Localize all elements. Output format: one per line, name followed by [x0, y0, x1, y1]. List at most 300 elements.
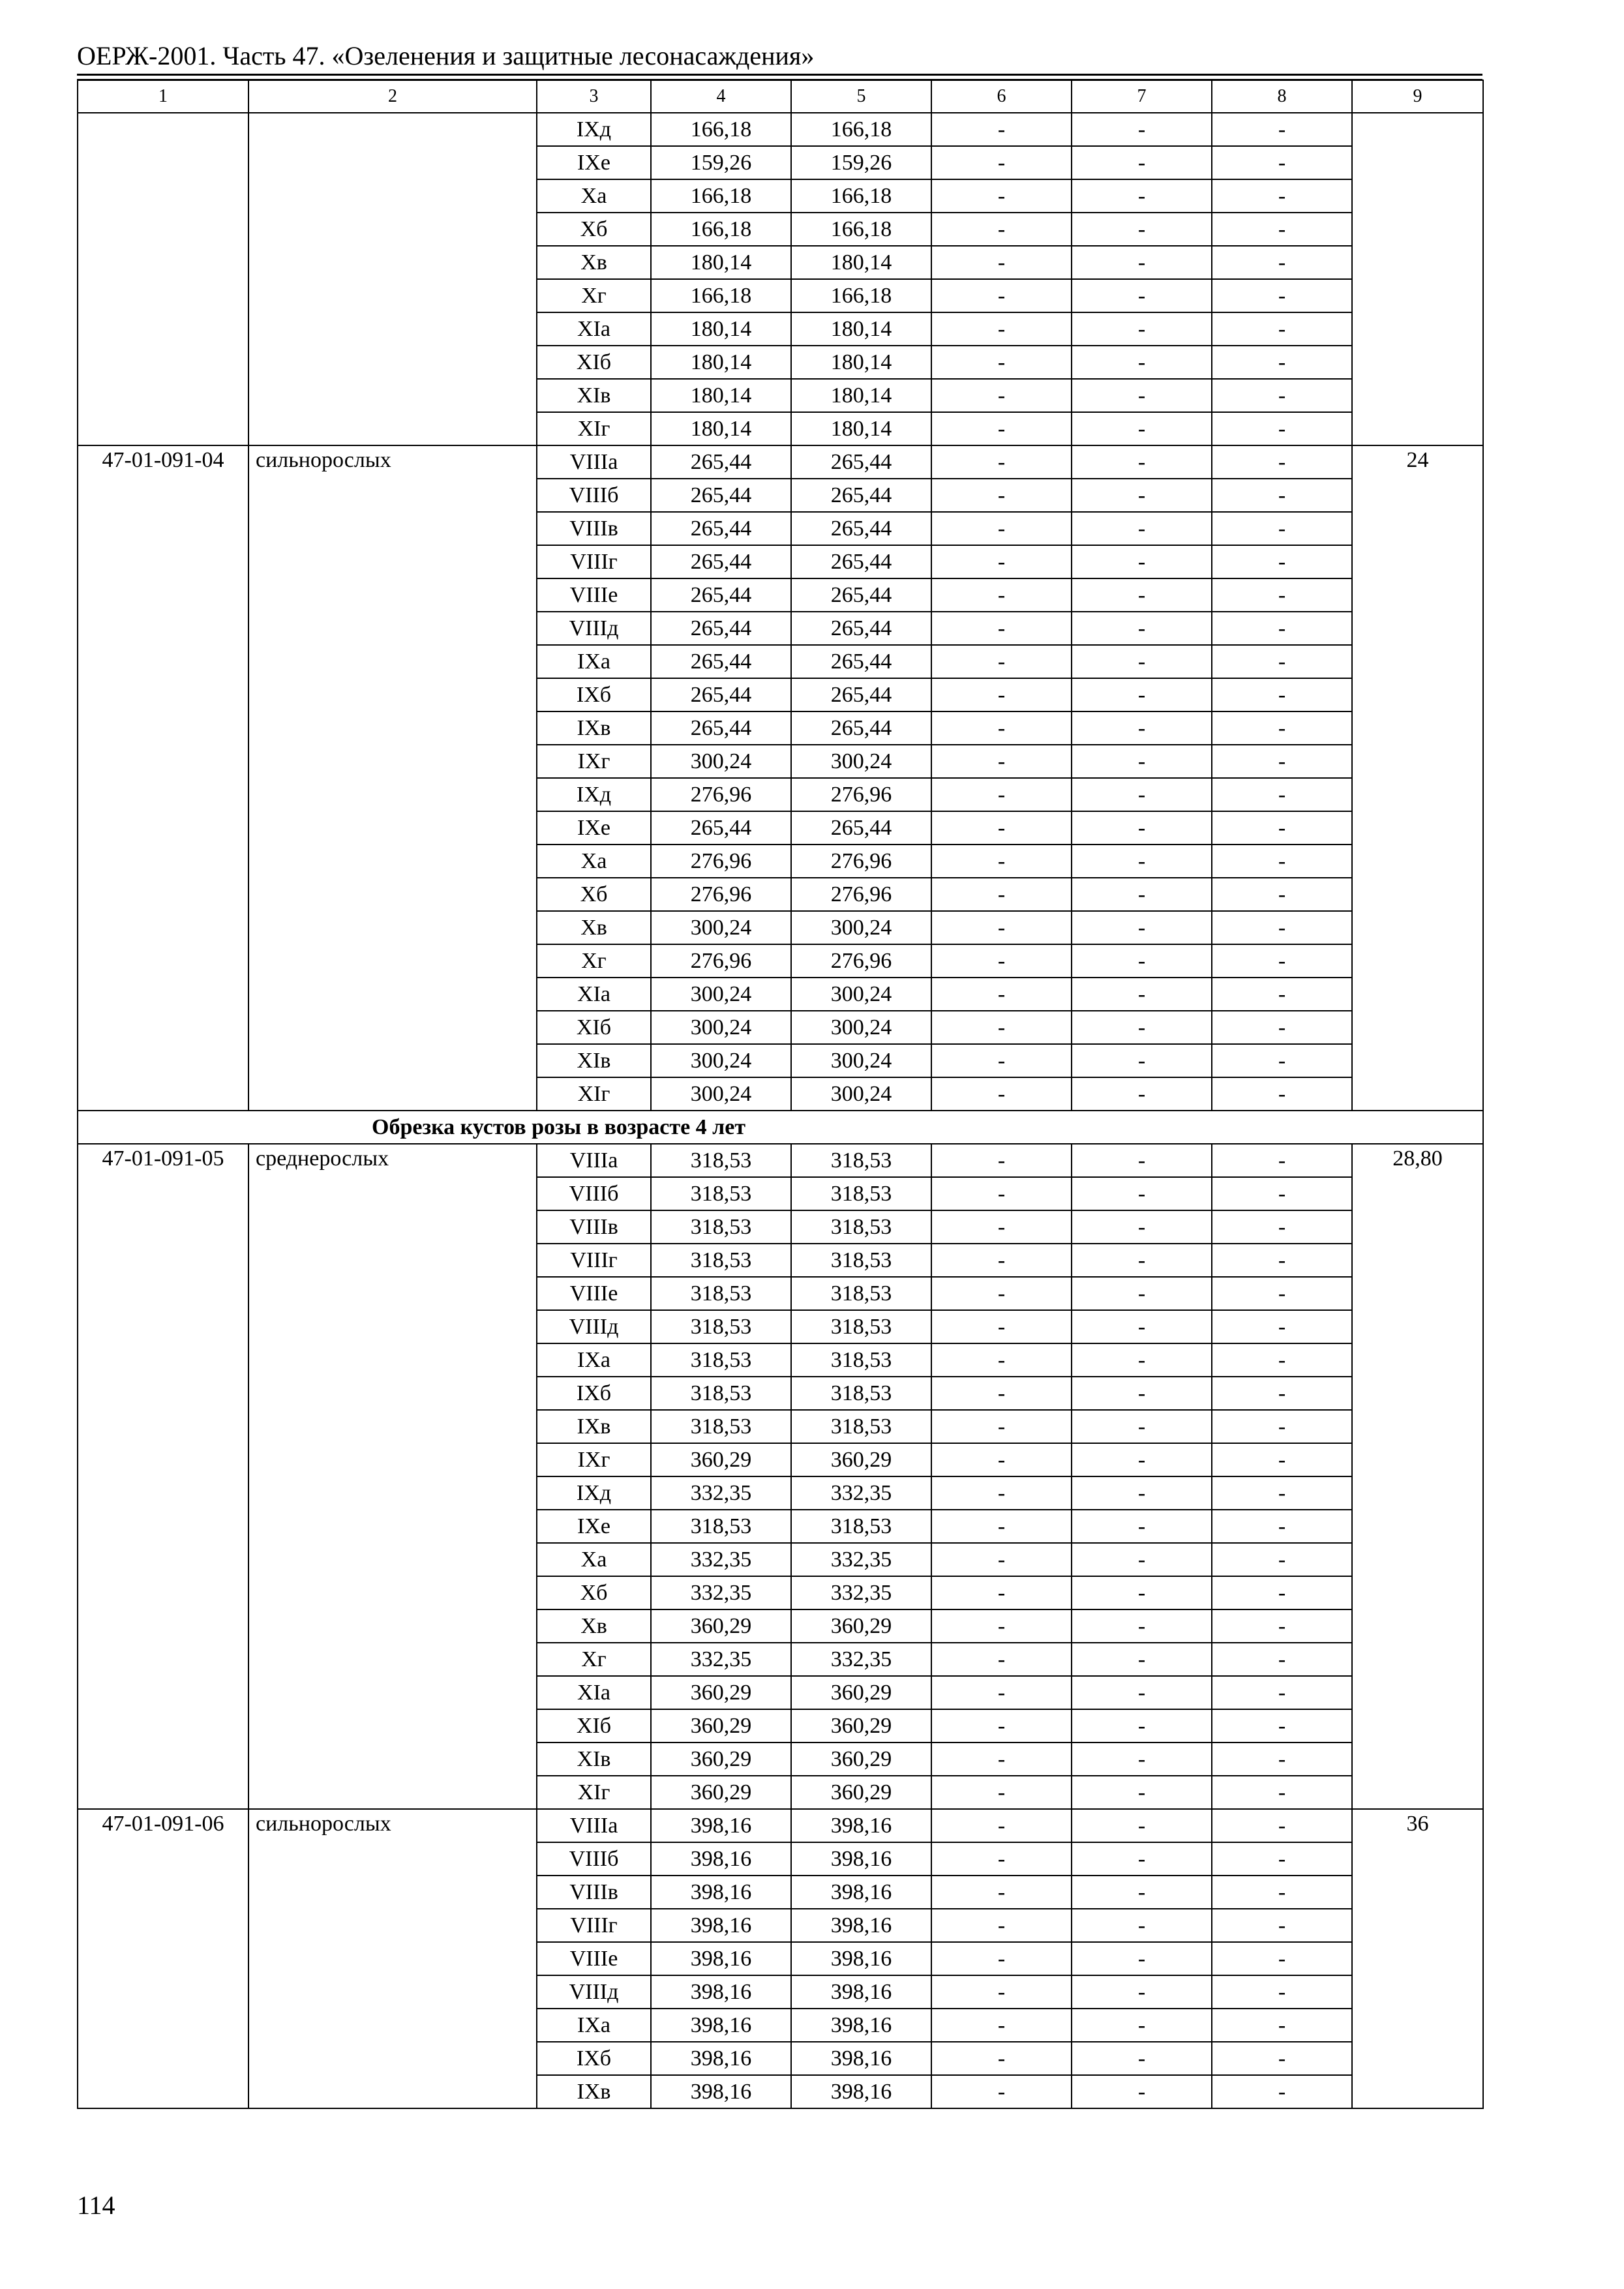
value-col5: 398,16	[791, 1975, 931, 2009]
zone-cell: Xа	[537, 1543, 651, 1576]
value-col6: -	[931, 246, 1072, 279]
value-col6: -	[931, 944, 1072, 978]
value-col6: -	[931, 1510, 1072, 1543]
value-col5: 265,44	[791, 512, 931, 545]
value-col4: 300,24	[651, 911, 791, 944]
value-col8: -	[1212, 878, 1352, 911]
value-col8: -	[1212, 1743, 1352, 1776]
zone-cell: VIIIв	[537, 1876, 651, 1909]
value-col7: -	[1072, 2042, 1212, 2075]
value-col8: -	[1212, 2042, 1352, 2075]
value-col5: 332,35	[791, 1543, 931, 1576]
value-col7: -	[1072, 1743, 1212, 1776]
column-number: 5	[791, 80, 931, 113]
rate-name: сильнорослых	[248, 445, 537, 1111]
table-row	[78, 445, 1483, 479]
zone-cell: IXа	[537, 645, 651, 678]
zone-cell: VIIIа	[537, 1144, 651, 1177]
zone-cell: VIIIа	[537, 1809, 651, 1842]
value-col8: -	[1212, 213, 1352, 246]
value-col4: 265,44	[651, 645, 791, 678]
zone-cell: XIв	[537, 379, 651, 412]
value-col6: -	[931, 2042, 1072, 2075]
value-col6: -	[931, 179, 1072, 213]
value-col4: 265,44	[651, 811, 791, 845]
rate-code	[78, 113, 248, 445]
value-col7: -	[1072, 1942, 1212, 1975]
value-col6: -	[931, 1909, 1072, 1942]
value-col7: -	[1072, 778, 1212, 811]
zone-cell: Xв	[537, 1609, 651, 1643]
value-col8: -	[1212, 678, 1352, 711]
value-col6: -	[931, 1343, 1072, 1377]
value-col4: 398,16	[651, 1842, 791, 1876]
value-col7: -	[1072, 811, 1212, 845]
column-number: 1	[78, 80, 248, 113]
value-col7: -	[1072, 911, 1212, 944]
value-col8: -	[1212, 1643, 1352, 1676]
value-col4: 360,29	[651, 1776, 791, 1809]
zone-cell: XIг	[537, 412, 651, 445]
value-col4: 398,16	[651, 1942, 791, 1975]
zone-cell: VIIIг	[537, 545, 651, 578]
value-col5: 398,16	[791, 2042, 931, 2075]
value-col8: -	[1212, 246, 1352, 279]
value-col4: 332,35	[651, 1543, 791, 1576]
value-col4: 398,16	[651, 2009, 791, 2042]
value-col8: -	[1212, 745, 1352, 778]
value-col8: -	[1212, 1310, 1352, 1343]
column-number: 9	[1352, 80, 1483, 113]
value-col4: 265,44	[651, 711, 791, 745]
value-col6: -	[931, 678, 1072, 711]
zone-cell: VIIIб	[537, 1177, 651, 1210]
value-col7: -	[1072, 1044, 1212, 1077]
value-col5: 300,24	[791, 978, 931, 1011]
value-col6: -	[931, 346, 1072, 379]
value-col4: 180,14	[651, 379, 791, 412]
value-col5: 318,53	[791, 1310, 931, 1343]
column-number-row	[78, 80, 1483, 113]
zone-cell: IXв	[537, 1410, 651, 1443]
value-col6: -	[931, 1676, 1072, 1709]
zone-cell: IXе	[537, 146, 651, 179]
zone-cell: VIIIг	[537, 1244, 651, 1277]
value-col8: -	[1212, 1909, 1352, 1942]
value-col6: -	[931, 479, 1072, 512]
page-number: 114	[77, 2191, 115, 2220]
value-col4: 180,14	[651, 346, 791, 379]
value-col8: -	[1212, 479, 1352, 512]
value-col8: -	[1212, 1177, 1352, 1210]
value-col6: -	[931, 612, 1072, 645]
page-header: ОЕРЖ-2001. Часть 47. «Озеленения и защитные лесонасаждения»	[77, 41, 815, 70]
value-col5: 265,44	[791, 645, 931, 678]
value-col8: -	[1212, 1377, 1352, 1410]
value-col6: -	[931, 113, 1072, 146]
value-col5: 398,16	[791, 2075, 931, 2108]
value-col4: 318,53	[651, 1310, 791, 1343]
value-col6: -	[931, 1942, 1072, 1975]
value-col4: 180,14	[651, 312, 791, 346]
value-col4: 180,14	[651, 412, 791, 445]
value-col7: -	[1072, 944, 1212, 978]
value-col8: -	[1212, 1876, 1352, 1909]
zone-cell: IXг	[537, 1443, 651, 1476]
value-col4: 276,96	[651, 944, 791, 978]
value-col7: -	[1072, 1476, 1212, 1510]
value-col8: -	[1212, 778, 1352, 811]
value-col4: 265,44	[651, 545, 791, 578]
value-col5: 265,44	[791, 678, 931, 711]
rate-code: 47-01-091-04	[78, 445, 248, 1111]
value-col5: 300,24	[791, 911, 931, 944]
zone-cell: IXа	[537, 2009, 651, 2042]
value-col4: 360,29	[651, 1676, 791, 1709]
value-col7: -	[1072, 1609, 1212, 1643]
value-col4: 398,16	[651, 1975, 791, 2009]
value-col7: -	[1072, 179, 1212, 213]
value-col4: 265,44	[651, 678, 791, 711]
value-col8: -	[1212, 1044, 1352, 1077]
value-col5: 166,18	[791, 213, 931, 246]
header-rule	[77, 74, 1482, 76]
column-number: 6	[931, 80, 1072, 113]
value-col4: 300,24	[651, 1077, 791, 1111]
value-col4: 276,96	[651, 845, 791, 878]
value-col9	[1352, 113, 1483, 445]
value-col4: 360,29	[651, 1709, 791, 1743]
value-col6: -	[931, 1543, 1072, 1576]
value-col7: -	[1072, 1244, 1212, 1277]
zone-cell: XIб	[537, 346, 651, 379]
value-col7: -	[1072, 1676, 1212, 1709]
zone-cell: Xб	[537, 213, 651, 246]
value-col5: 360,29	[791, 1709, 931, 1743]
value-col8: -	[1212, 1676, 1352, 1709]
value-col6: -	[931, 1310, 1072, 1343]
value-col8: -	[1212, 1776, 1352, 1809]
value-col7: -	[1072, 312, 1212, 346]
value-col6: -	[931, 878, 1072, 911]
value-col6: -	[931, 1776, 1072, 1809]
value-col4: 276,96	[651, 878, 791, 911]
rate-name: среднерослых	[248, 1144, 537, 1809]
value-col5: 265,44	[791, 612, 931, 645]
value-col8: -	[1212, 146, 1352, 179]
value-col8: -	[1212, 1277, 1352, 1310]
value-col8: -	[1212, 445, 1352, 479]
value-col4: 398,16	[651, 2075, 791, 2108]
value-col7: -	[1072, 1310, 1212, 1343]
table-body	[78, 80, 1483, 2108]
value-col6: -	[931, 778, 1072, 811]
value-col4: 332,35	[651, 1476, 791, 1510]
zone-cell: IXд	[537, 778, 651, 811]
value-col8: -	[1212, 845, 1352, 878]
value-col5: 318,53	[791, 1410, 931, 1443]
value-col8: -	[1212, 2075, 1352, 2108]
value-col6: -	[931, 1809, 1072, 1842]
value-col5: 398,16	[791, 1842, 931, 1876]
zone-cell: VIIIд	[537, 612, 651, 645]
value-col8: -	[1212, 545, 1352, 578]
value-col6: -	[931, 1077, 1072, 1111]
column-number: 4	[651, 80, 791, 113]
value-col6: -	[931, 978, 1072, 1011]
value-col7: -	[1072, 1643, 1212, 1676]
value-col6: -	[931, 1709, 1072, 1743]
value-col8: -	[1212, 1942, 1352, 1975]
value-col8: -	[1212, 1543, 1352, 1576]
zone-cell: VIIIв	[537, 1210, 651, 1244]
section-row	[78, 1111, 1483, 1144]
value-col8: -	[1212, 1443, 1352, 1476]
value-col8: -	[1212, 811, 1352, 845]
value-col8: -	[1212, 1210, 1352, 1244]
value-col7: -	[1072, 1144, 1212, 1177]
zone-cell: XIб	[537, 1011, 651, 1044]
value-col7: -	[1072, 1210, 1212, 1244]
value-col5: 180,14	[791, 312, 931, 346]
value-col4: 360,29	[651, 1443, 791, 1476]
value-col5: 332,35	[791, 1576, 931, 1609]
value-col4: 332,35	[651, 1643, 791, 1676]
value-col5: 166,18	[791, 279, 931, 312]
value-col7: -	[1072, 1975, 1212, 2009]
value-col8: -	[1212, 911, 1352, 944]
value-col5: 360,29	[791, 1609, 931, 1643]
zone-cell: IXд	[537, 113, 651, 146]
value-col7: -	[1072, 1909, 1212, 1942]
value-col5: 265,44	[791, 545, 931, 578]
value-col4: 265,44	[651, 612, 791, 645]
zone-cell: VIIIд	[537, 1310, 651, 1343]
value-col6: -	[931, 1876, 1072, 1909]
value-col7: -	[1072, 279, 1212, 312]
value-col7: -	[1072, 412, 1212, 445]
value-col8: -	[1212, 1809, 1352, 1842]
value-col8: -	[1212, 1410, 1352, 1443]
zone-cell: Xб	[537, 878, 651, 911]
value-col7: -	[1072, 1343, 1212, 1377]
value-col6: -	[931, 711, 1072, 745]
value-col4: 265,44	[651, 578, 791, 612]
value-col4: 332,35	[651, 1576, 791, 1609]
value-col7: -	[1072, 1410, 1212, 1443]
value-col5: 318,53	[791, 1377, 931, 1410]
value-col4: 318,53	[651, 1510, 791, 1543]
zone-cell: IXа	[537, 1343, 651, 1377]
value-col8: -	[1212, 1011, 1352, 1044]
value-col4: 300,24	[651, 1044, 791, 1077]
value-col5: 166,18	[791, 113, 931, 146]
value-col5: 166,18	[791, 179, 931, 213]
value-col5: 318,53	[791, 1244, 931, 1277]
value-col6: -	[931, 1476, 1072, 1510]
value-col5: 265,44	[791, 711, 931, 745]
value-col7: -	[1072, 711, 1212, 745]
rate-code: 47-01-091-05	[78, 1144, 248, 1809]
zone-cell: Xб	[537, 1576, 651, 1609]
value-col8: -	[1212, 1842, 1352, 1876]
zone-cell: Xв	[537, 246, 651, 279]
value-col8: -	[1212, 1244, 1352, 1277]
rate-code: 47-01-091-06	[78, 1809, 248, 2108]
value-col4: 265,44	[651, 479, 791, 512]
value-col4: 265,44	[651, 512, 791, 545]
value-col4: 318,53	[651, 1144, 791, 1177]
value-col6: -	[931, 146, 1072, 179]
value-col7: -	[1072, 246, 1212, 279]
zone-cell: Xа	[537, 845, 651, 878]
value-col7: -	[1072, 1510, 1212, 1543]
value-col7: -	[1072, 1277, 1212, 1310]
zone-cell: VIIIб	[537, 1842, 651, 1876]
value-col7: -	[1072, 845, 1212, 878]
zone-cell: Xв	[537, 911, 651, 944]
zone-cell: VIIIе	[537, 1277, 651, 1310]
value-col4: 398,16	[651, 1876, 791, 1909]
value-col8: -	[1212, 1576, 1352, 1609]
value-col5: 300,24	[791, 1011, 931, 1044]
rate-name: сильнорослых	[248, 1809, 537, 2108]
value-col7: -	[1072, 1809, 1212, 1842]
value-col4: 166,18	[651, 179, 791, 213]
value-col5: 318,53	[791, 1144, 931, 1177]
value-col6: -	[931, 1443, 1072, 1476]
value-col8: -	[1212, 578, 1352, 612]
value-col7: -	[1072, 678, 1212, 711]
value-col9: 36	[1352, 1809, 1483, 2108]
value-col7: -	[1072, 113, 1212, 146]
value-col8: -	[1212, 612, 1352, 645]
zone-cell: VIIIв	[537, 512, 651, 545]
value-col5: 180,14	[791, 346, 931, 379]
value-col7: -	[1072, 1842, 1212, 1876]
value-col8: -	[1212, 179, 1352, 213]
value-col5: 300,24	[791, 745, 931, 778]
value-col5: 360,29	[791, 1743, 931, 1776]
zone-cell: Xг	[537, 1643, 651, 1676]
value-col6: -	[931, 1044, 1072, 1077]
value-col8: -	[1212, 379, 1352, 412]
value-col5: 265,44	[791, 811, 931, 845]
value-col6: -	[931, 1643, 1072, 1676]
value-col7: -	[1072, 379, 1212, 412]
value-col6: -	[931, 512, 1072, 545]
zone-cell: IXб	[537, 678, 651, 711]
zone-cell: IXб	[537, 1377, 651, 1410]
zone-cell: Xг	[537, 279, 651, 312]
value-col5: 318,53	[791, 1510, 931, 1543]
value-col5: 265,44	[791, 479, 931, 512]
zone-cell: VIIIа	[537, 445, 651, 479]
value-col6: -	[931, 845, 1072, 878]
value-col7: -	[1072, 2009, 1212, 2042]
value-col7: -	[1072, 1377, 1212, 1410]
zone-cell: VIIIе	[537, 1942, 651, 1975]
value-col5: 398,16	[791, 1876, 931, 1909]
value-col7: -	[1072, 146, 1212, 179]
value-col6: -	[931, 1244, 1072, 1277]
value-col5: 360,29	[791, 1443, 931, 1476]
column-number: 3	[537, 80, 651, 113]
column-number: 2	[248, 80, 537, 113]
value-col8: -	[1212, 1077, 1352, 1111]
zone-cell: XIв	[537, 1044, 651, 1077]
value-col7: -	[1072, 213, 1212, 246]
value-col5: 318,53	[791, 1277, 931, 1310]
value-col8: -	[1212, 1510, 1352, 1543]
value-col5: 360,29	[791, 1676, 931, 1709]
value-col7: -	[1072, 512, 1212, 545]
value-col7: -	[1072, 1177, 1212, 1210]
value-col6: -	[931, 745, 1072, 778]
value-col8: -	[1212, 346, 1352, 379]
value-col7: -	[1072, 1709, 1212, 1743]
section-title: Обрезка кустов розы в возрасте 4 лет	[78, 1111, 1483, 1144]
value-col4: 360,29	[651, 1743, 791, 1776]
value-col9: 28,80	[1352, 1144, 1483, 1809]
value-col5: 300,24	[791, 1044, 931, 1077]
value-col4: 300,24	[651, 745, 791, 778]
value-col8: -	[1212, 279, 1352, 312]
value-col7: -	[1072, 1543, 1212, 1576]
value-col5: 276,96	[791, 944, 931, 978]
zone-cell: Xа	[537, 179, 651, 213]
zone-cell: XIг	[537, 1776, 651, 1809]
table-row	[78, 1144, 1483, 1177]
value-col5: 180,14	[791, 246, 931, 279]
value-col5: 276,96	[791, 845, 931, 878]
value-col5: 318,53	[791, 1343, 931, 1377]
zone-cell: XIв	[537, 1743, 651, 1776]
value-col6: -	[931, 1842, 1072, 1876]
value-col8: -	[1212, 1609, 1352, 1643]
column-number: 8	[1212, 80, 1352, 113]
value-col7: -	[1072, 578, 1212, 612]
value-col8: -	[1212, 978, 1352, 1011]
value-col6: -	[931, 1011, 1072, 1044]
value-col5: 276,96	[791, 778, 931, 811]
value-col4: 318,53	[651, 1410, 791, 1443]
value-col4: 318,53	[651, 1343, 791, 1377]
value-col5: 398,16	[791, 2009, 931, 2042]
value-col4: 318,53	[651, 1377, 791, 1410]
value-col4: 318,53	[651, 1177, 791, 1210]
value-col6: -	[931, 2009, 1072, 2042]
value-col6: -	[931, 1277, 1072, 1310]
zone-cell: VIIIг	[537, 1909, 651, 1942]
value-col4: 318,53	[651, 1210, 791, 1244]
zone-cell: XIа	[537, 312, 651, 346]
value-col8: -	[1212, 312, 1352, 346]
value-col4: 159,26	[651, 146, 791, 179]
value-col7: -	[1072, 1876, 1212, 1909]
value-col8: -	[1212, 711, 1352, 745]
value-col6: -	[931, 412, 1072, 445]
value-col4: 180,14	[651, 246, 791, 279]
value-col6: -	[931, 645, 1072, 678]
value-col6: -	[931, 911, 1072, 944]
value-col8: -	[1212, 1975, 1352, 2009]
value-col6: -	[931, 578, 1072, 612]
value-col9: 24	[1352, 445, 1483, 1111]
value-col6: -	[931, 312, 1072, 346]
value-col6: -	[931, 1410, 1072, 1443]
zone-cell: XIг	[537, 1077, 651, 1111]
